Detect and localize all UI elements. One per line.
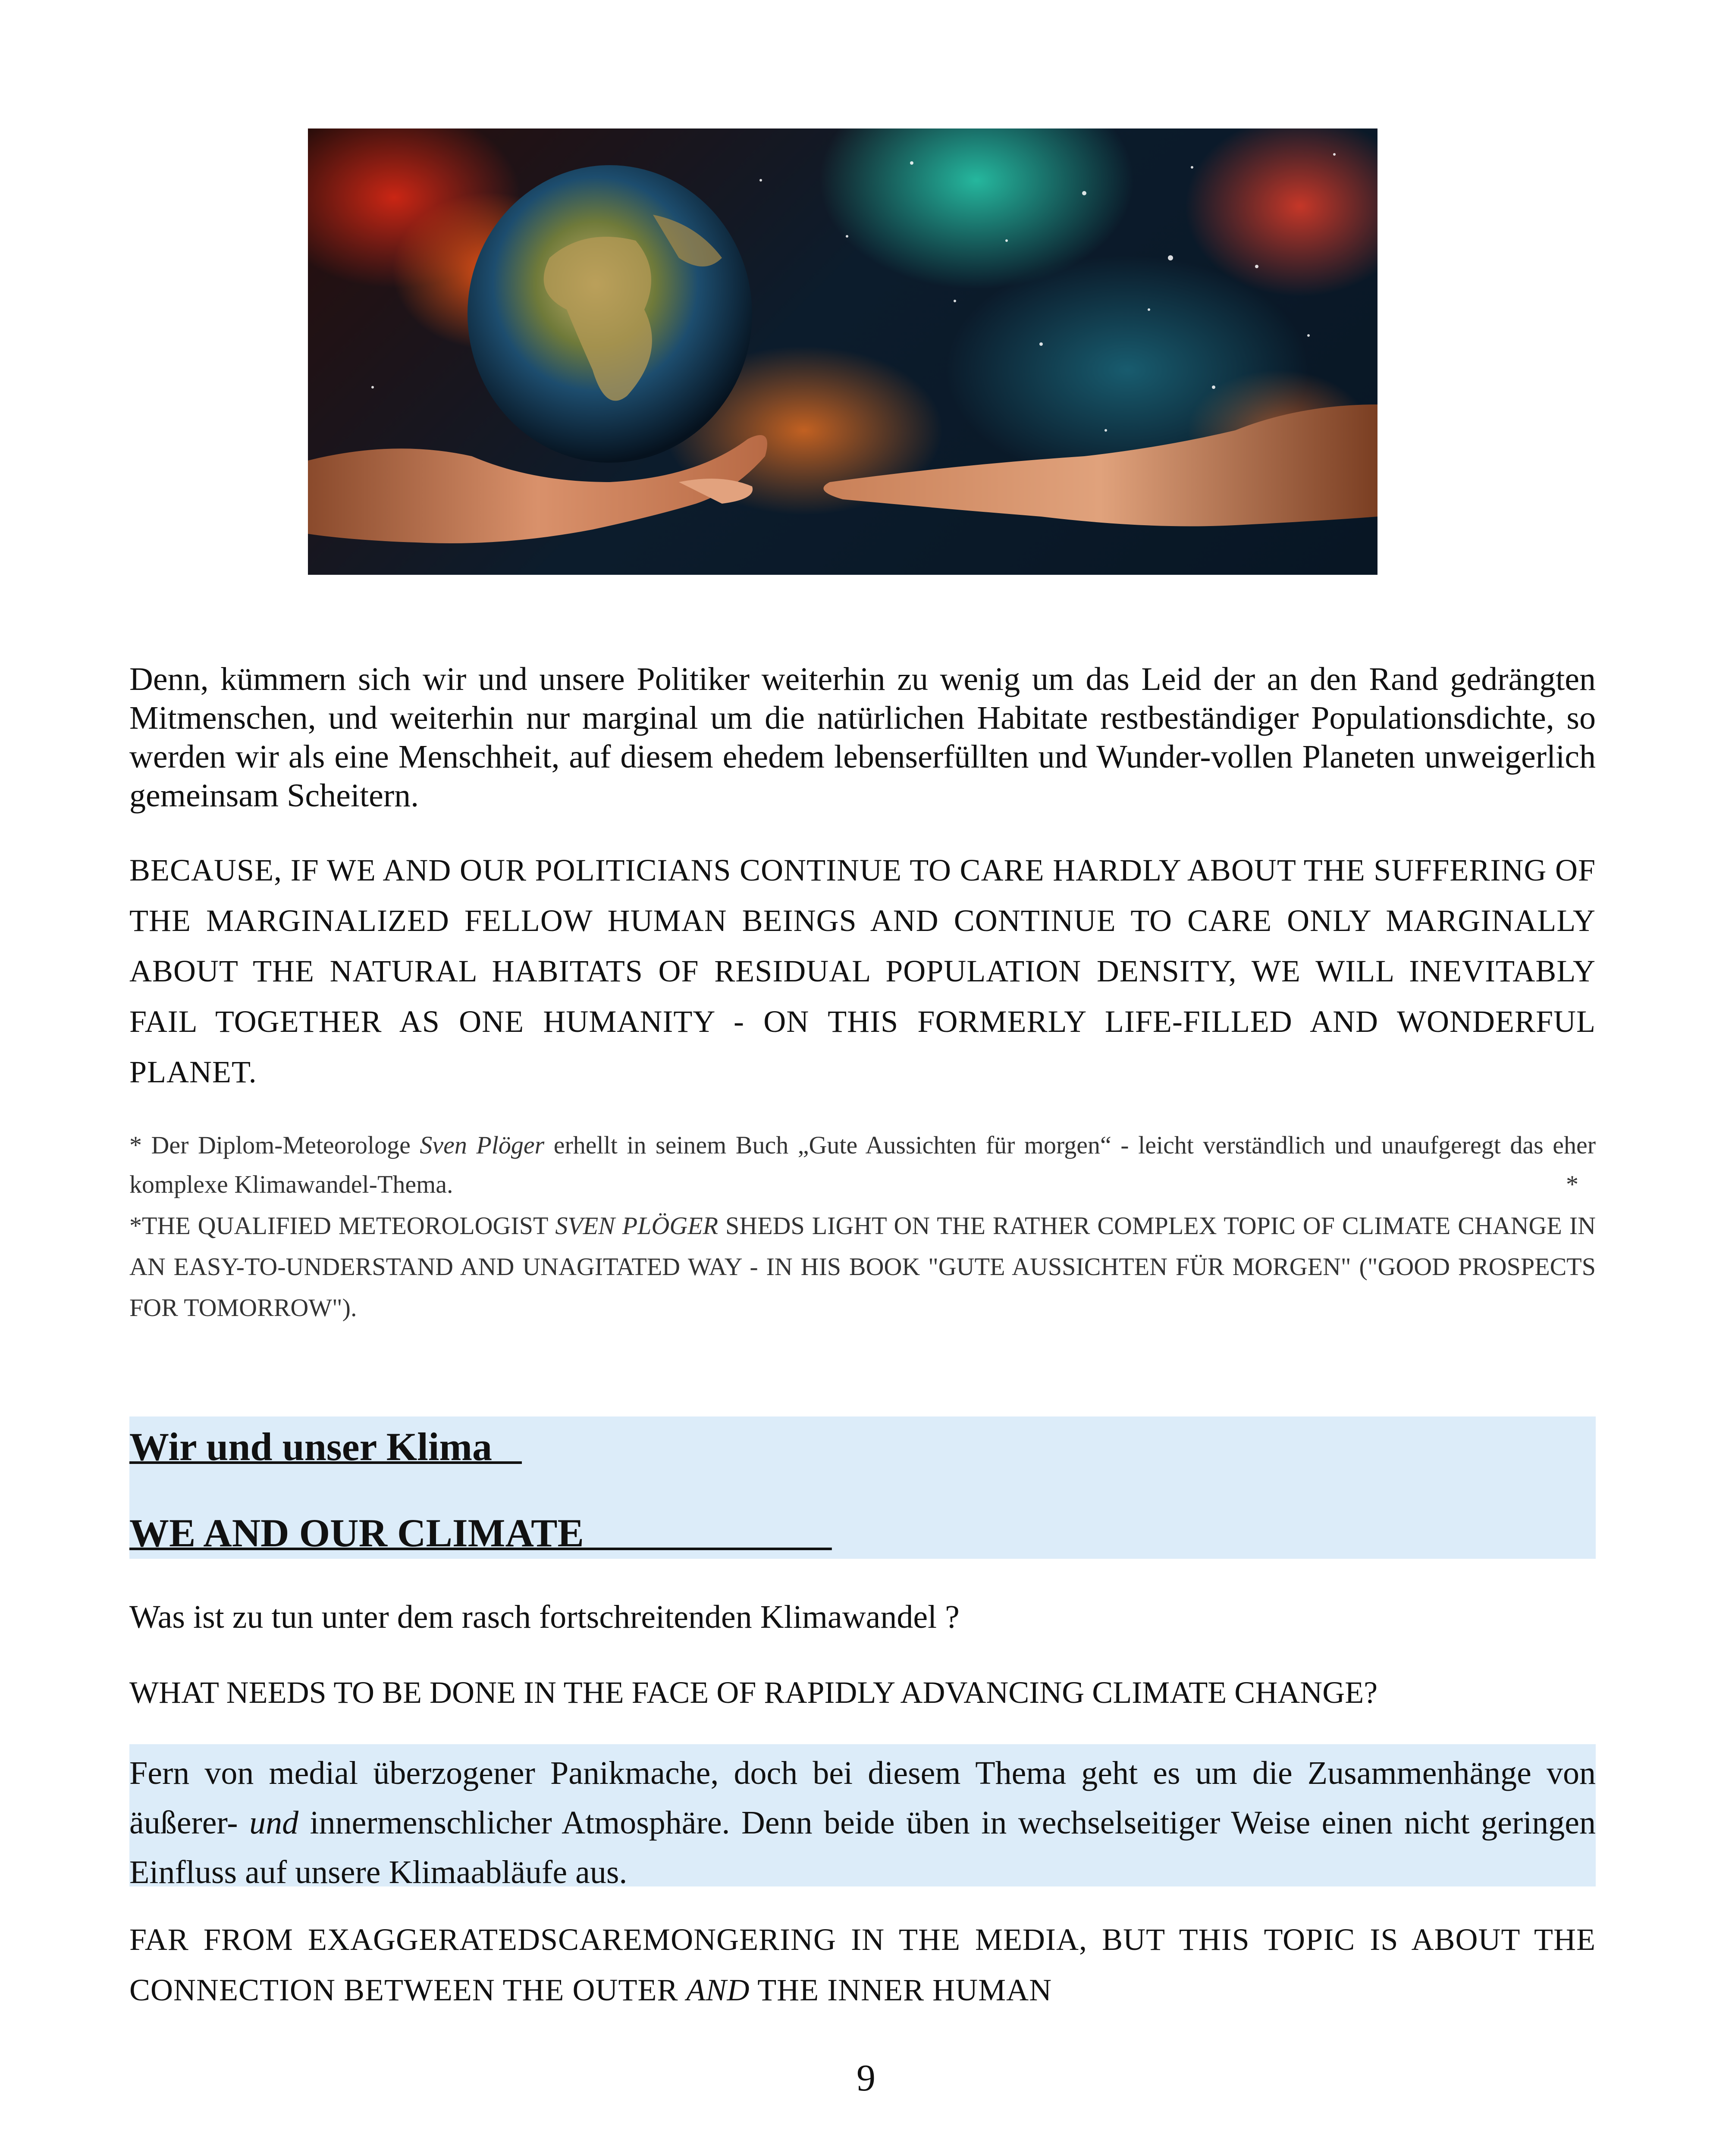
paragraph2-english <box>129 1915 1596 2015</box>
page-number: 9 <box>857 2057 875 2099</box>
footnote-star: * <box>1566 1170 1578 1198</box>
paragraph2-part1: Fern von medial überzogener Panikmache, doch bei diesem Thema geht es um die Zusammenhänge von äußerer- <box>129 1755 1596 1841</box>
paragraph2-en-italic: AND <box>686 1973 750 2007</box>
earth-hands-illustration <box>308 128 1377 575</box>
paragraph2-part2: innermenschlicher Atmosphäre. Denn beide üben in wechselseitiger Weise einen nicht geringen Einfluss auf unsere Klimaabläufe aus. <box>129 1805 1596 1890</box>
footnote-en-prefix: *THE QUALIFIED METEOROLOGIST <box>129 1212 555 1240</box>
heading-german: Wir und unser Klima <box>129 1425 522 1469</box>
footnote-prefix: * Der Diplom-Meteorologe <box>129 1131 420 1159</box>
footnote-author-name: Sven Plöger <box>420 1131 545 1159</box>
hero-image <box>308 128 1377 575</box>
paragraph-german: Denn, kümmern sich wir und unsere Politiker weiterhin zu wenig um das Leid der an den Rand gedrängten Mitmenschen, und weiterhin nur marginal um die natürlichen Habitate restbeständiger Populationsdichte, so werden wir als eine Menschheit, auf diesem ehedem lebenserfüllten und Wunder-vollen Planeten unweigerlich gemeinsam Scheitern. <box>129 661 1596 814</box>
footnote-en-suffix: SHEDS LIGHT ON THE RATHER COMPLEX TOPIC OF CLIMATE CHANGE IN AN EASY-TO-UNDERSTAND AND UNAGITATED WAY - IN HIS BOOK "GUTE AUSSICHTEN FÜR MORGEN" ("GOOD PROSPECTS FOR TOMORROW"). <box>129 1212 1596 1322</box>
paragraph2-en-part1: FAR FROM EXAGGERATEDSCAREMONGERING IN THE MEDIA, BUT THIS TOPIC IS ABOUT THE CONNECTION BETWEEN THE OUTER <box>129 1922 1596 2007</box>
footnote-english <box>129 1205 1596 1328</box>
paragraph-english: BECAUSE, IF WE AND OUR POLITICIANS CONTINUE TO CARE HARDLY ABOUT THE SUFFERING OF THE MARGINALIZED FELLOW HUMAN BEINGS AND CONTINUE TO CARE ONLY MARGINALLY ABOUT THE NATURAL HABITATS OF RESIDUAL POPULATION DENSITY, WE WILL INEVITABLY FAIL TOGETHER AS ONE HUMANITY - ON THIS FORMERLY LIFE-FILLED AND WONDERFUL PLANET. <box>129 853 1596 1089</box>
paragraph2-german <box>129 1749 1596 1897</box>
question-english: WHAT NEEDS TO BE DONE IN THE FACE OF RAPIDLY ADVANCING CLIMATE CHANGE? <box>129 1675 1378 1710</box>
footnote-german <box>129 1125 1596 1204</box>
paragraph2-italic: und <box>249 1805 299 1841</box>
footnote-suffix: erhellt in seinem Buch „Gute Aussichten für morgen“ - leicht verständlich und unaufgeregt das eher komplexe Klimawandel-Thema. <box>129 1131 1596 1198</box>
heading-english: WE AND OUR CLIMATE <box>129 1511 832 1555</box>
paragraph2-en-part2: THE INNER HUMAN <box>750 1973 1052 2007</box>
question-german: Was ist zu tun unter dem rasch fortschreitenden Klimawandel ? <box>129 1599 960 1635</box>
footnote-en-author-name: SVEN PLÖGER <box>555 1212 719 1240</box>
